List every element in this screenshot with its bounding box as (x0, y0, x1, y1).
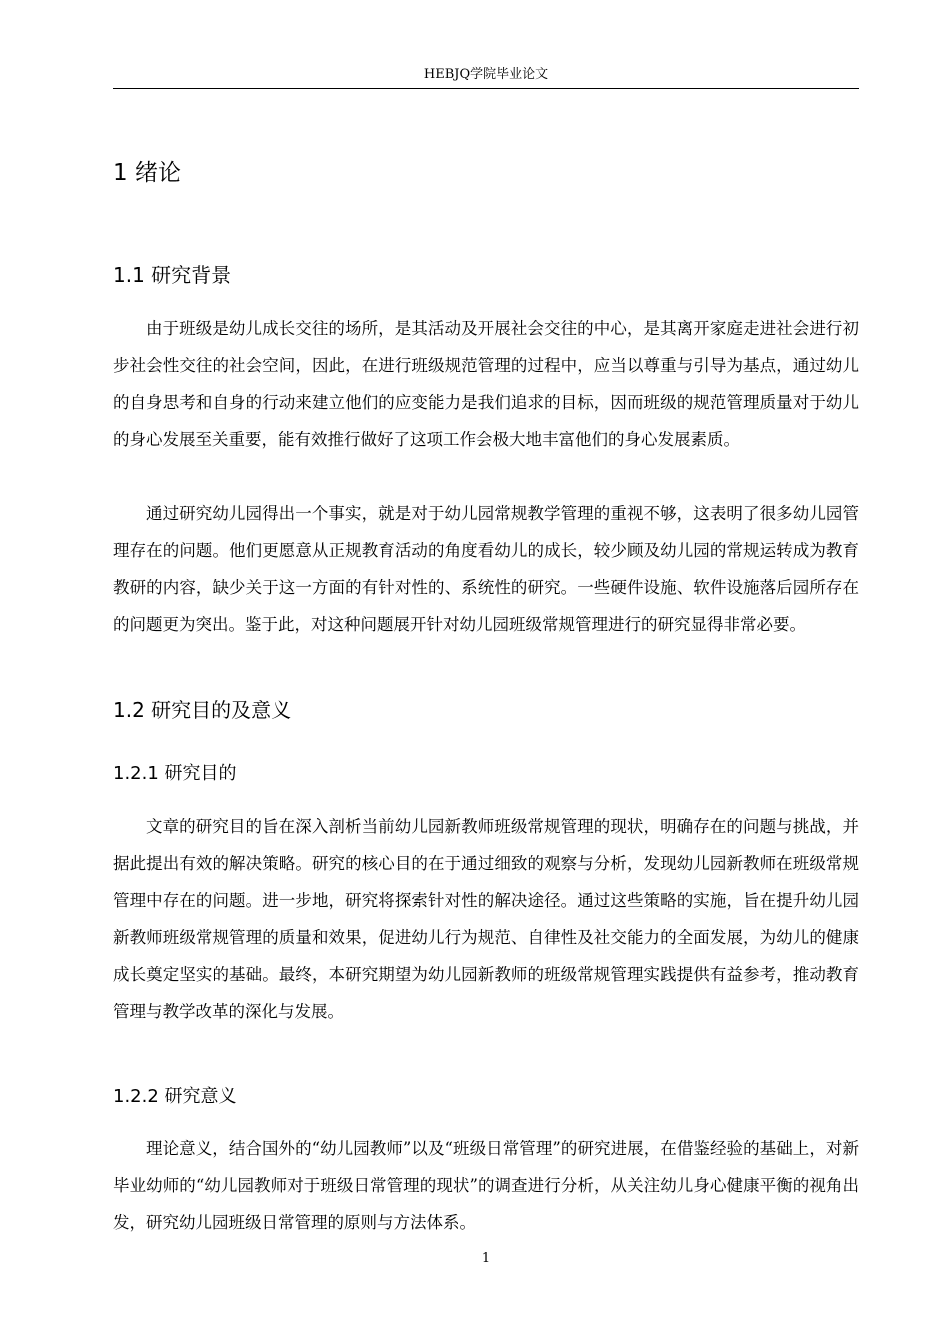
section-1-2-title: 1.2 研究目的及意义 (113, 698, 292, 722)
section-1-2-1-title: 1.2.1 研究目的 (113, 763, 237, 784)
section-1-2-1-paragraph-1: 文章的研究目的旨在深入剖析当前幼儿园新教师班级常规管理的现状，明确存在的问题与挑战，并据此提出有效的解决策略。研究的核心目的在于通过细致的观察与分析，发现幼儿园新教师在班级常规管理中存在的问题。进一步地，研究将探索针对性的解决途径。通过这些策略的实施，旨在提升幼儿园新教师班级常规管理的质量和效果，促进幼儿行为规范、自律性及社交能力的全面发展，为幼儿的健康成长奠定坚实的基础。最终，本研究期望为幼儿园新教师的班级常规管理实践提供有益参考，推动教育管理与教学改革的深化与发展。 (113, 817, 859, 1021)
section-1-2-2-title: 1.2.2 研究意义 (113, 1086, 237, 1107)
chapter-title: 1 绪论 (113, 160, 181, 186)
running-header: HEBJQ学院毕业论文 (113, 66, 859, 89)
page-number: 1 (481, 1251, 491, 1266)
section-1-1-paragraph-1: 由于班级是幼儿成长交往的场所，是其活动及开展社会交往的中心，是其离开家庭走进社会进行初步社会性交往的社会空间，因此，在进行班级规范管理的过程中，应当以尊重与引导为基点，通过幼儿的自身思考和自身的行动来建立他们的应变能力是我们追求的目标，因而班级的规范管理质量对于幼儿的身心发展至关重要，能有效推行做好了这项工作会极大地丰富他们的身心发展素质。 (113, 319, 859, 449)
section-1-1-paragraph-2: 通过研究幼儿园得出一个事实，就是对于幼儿园常规教学管理的重视不够，这表明了很多幼儿园管理存在的问题。他们更愿意从正规教育活动的角度看幼儿的成长，较少顾及幼儿园的常规运转成为教育教研的内容，缺少关于这一方面的有针对性的、系统性的研究。一些硬件设施、软件设施落后园所存在的问题更为突出。鉴于此，对这种问题展开针对幼儿园班级常规管理进行的研究显得非常必要。 (113, 504, 859, 634)
section-1-2-2-paragraph-1: 理论意义，结合国外的“幼儿园教师”以及“班级日常管理”的研究进展，在借鉴经验的基础上，对新毕业幼师的“幼儿园教师对于班级日常管理的现状”的调查进行分析，从关注幼儿身心健康平衡的视角出发，研究幼儿园班级日常管理的原则与方法体系。 (113, 1139, 859, 1232)
section-1-1-title: 1.1 研究背景 (113, 263, 232, 287)
